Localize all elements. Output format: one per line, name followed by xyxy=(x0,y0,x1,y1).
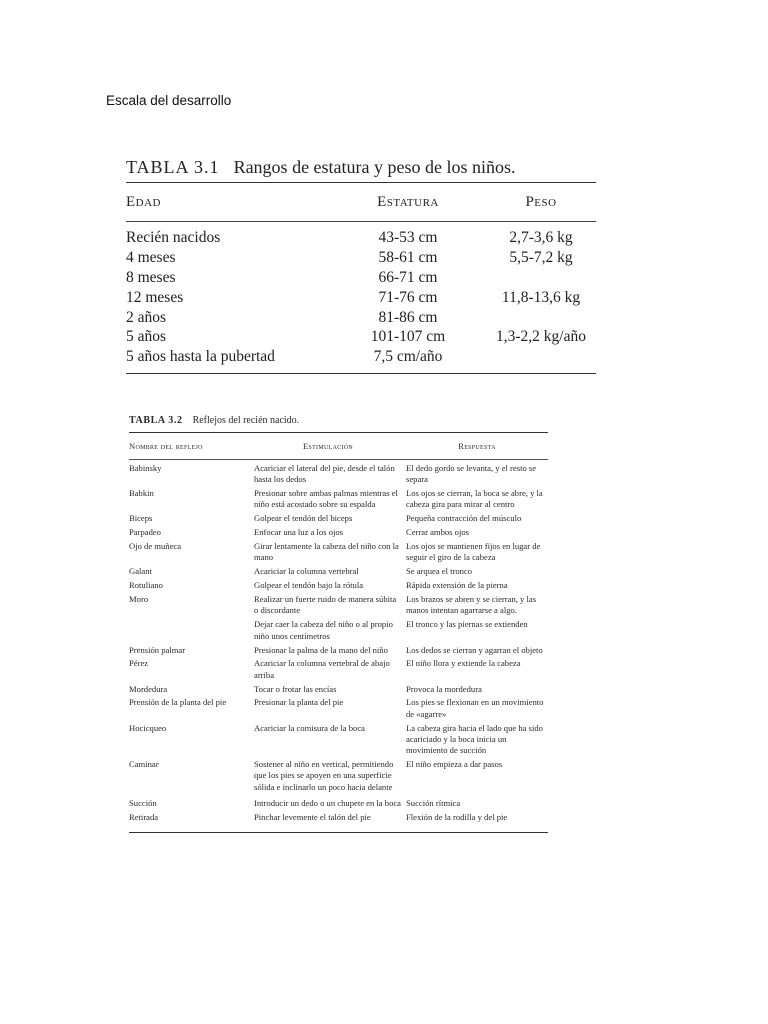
header-respuesta: Respuesta xyxy=(458,441,496,451)
cell-stimulation: Girar lentamente la cabeza del niño con la mano xyxy=(254,541,399,563)
table-row xyxy=(126,268,596,288)
cell-stimulation: Presionar la planta del pie xyxy=(254,697,344,708)
cell-stimulation: Tocar o frotar las encías xyxy=(254,683,337,694)
cell-stimulation: Acariciar la comisura de la boca xyxy=(254,722,365,733)
table-row xyxy=(129,488,548,511)
table-row xyxy=(126,308,596,328)
cell-peso xyxy=(486,308,596,328)
cell-peso xyxy=(486,268,596,288)
table-bottom-rule xyxy=(129,832,548,833)
cell-reflex-name: Galant xyxy=(129,566,152,577)
table-body xyxy=(126,222,596,373)
cell-edad: 12 meses xyxy=(126,288,184,306)
cell-stimulation: Acariciar el lateral del pie, desde el talón hasta los dedos xyxy=(254,463,395,485)
table-body xyxy=(129,460,548,832)
cell-edad: Recién nacidos xyxy=(126,229,221,246)
cell-peso: 2,7-3,6 kg xyxy=(509,229,573,246)
header-estatura: Estatura xyxy=(377,193,439,210)
cell-response: Rápida extensión de la pierna xyxy=(406,580,508,591)
cell-edad: 2 años xyxy=(126,308,167,326)
table-caption xyxy=(126,154,596,180)
table-header-row xyxy=(126,183,596,221)
cell-response: El niño llora y extiende la cabeza xyxy=(406,658,521,669)
table-title: Rangos de estatura y peso de los niños. xyxy=(233,157,516,177)
cell-stimulation: Acariciar la columna vertebral de abajo arriba xyxy=(254,658,390,680)
table-number: TABLA 3.1 xyxy=(126,157,220,177)
cell-reflex-name: Babkin xyxy=(129,488,154,499)
cell-reflex-name: Succión xyxy=(129,798,157,809)
cell-edad: 8 meses xyxy=(126,268,176,286)
cell-response: Flexión de la rodilla y del pie xyxy=(406,811,508,822)
table-row xyxy=(126,228,596,248)
table-title: Reflejos del recién nacido. xyxy=(192,415,300,426)
cell-edad: 5 años hasta la pubertad xyxy=(126,348,275,366)
cell-stimulation: Sostener al niño en vertical, permitiendo que los pies se apoyen en una superficie sólida e inclinarlo un poco hacia delante xyxy=(254,759,394,792)
table-row xyxy=(126,347,596,367)
table-row xyxy=(129,645,548,656)
cell-peso: 11,8-13,6 kg xyxy=(501,288,581,306)
height-weight-table xyxy=(126,154,596,374)
cell-reflex-name: Ojo de muñeca xyxy=(129,541,182,552)
cell-reflex-name: Parpadeo xyxy=(129,527,161,538)
cell-estatura: 66-71 cm xyxy=(378,268,438,286)
cell-reflex-name: Biceps xyxy=(129,513,153,524)
table-row xyxy=(129,541,548,564)
header-edad: Edad xyxy=(126,193,161,210)
table-row xyxy=(129,527,548,538)
header-peso: Peso xyxy=(525,193,557,210)
cell-reflex-name: Rotuliano xyxy=(129,580,163,591)
table-caption xyxy=(129,414,548,428)
cell-reflex-name: Babinsky xyxy=(129,463,162,473)
cell-response: Los ojos se cierran, la boca se abre, y la cabeza gira para mirar al centro xyxy=(406,488,543,510)
cell-response: Los brazos se abren y se cierran, y las manos intentan agarrarse a algo. xyxy=(406,594,537,616)
cell-stimulation: Golpear el tendón bajo la rótula xyxy=(254,580,364,591)
cell-peso: 1,3-2,2 kg/año xyxy=(496,328,586,346)
table-row xyxy=(129,463,548,486)
cell-response: La cabeza gira hacia el lado que ha sido acariciado y la boca inicia un movimiento de succión xyxy=(406,722,543,756)
cell-response: Succión rítmica xyxy=(406,798,461,809)
cell-estatura: 81-86 cm xyxy=(378,308,438,326)
cell-reflex-name: Moro xyxy=(129,594,149,605)
table-row xyxy=(129,580,548,591)
cell-response: El dedo gordo se levanta, y el resto se separa xyxy=(406,463,537,485)
cell-stimulation: Acariciar la columna vertebral xyxy=(254,566,359,577)
table-bottom-rule xyxy=(126,373,596,374)
cell-reflex-name: Caminar xyxy=(129,759,159,770)
cell-reflex-name: Hocicqueo xyxy=(129,722,167,733)
cell-response: Cerrar ambos ojos xyxy=(406,527,470,538)
table-row xyxy=(129,798,548,809)
cell-response: Provoca la mordedura xyxy=(406,683,482,694)
cell-response: El tronco y las piernas se extienden xyxy=(406,619,528,630)
reflexes-table xyxy=(129,414,548,833)
cell-estatura: 71-76 cm xyxy=(378,288,438,306)
table-header-row xyxy=(129,433,548,459)
cell-stimulation: Realizar un fuerte ruido de manera súbita o discordante xyxy=(254,594,397,616)
cell-peso: 5,5-7,2 kg xyxy=(509,248,573,266)
cell-reflex-name: Prensión palmar xyxy=(129,644,186,655)
table-row xyxy=(129,759,548,793)
table-row xyxy=(126,248,596,268)
header-nombre-reflejo: Nombre del reflejo xyxy=(129,441,203,451)
cell-stimulation: Presionar la palma de la mano del niño xyxy=(254,644,388,655)
cell-stimulation: Golpear el tendón del biceps xyxy=(254,513,353,524)
table-row xyxy=(129,658,548,681)
cell-reflex-name: Pérez xyxy=(129,658,149,669)
cell-response: Los ojos se mantienen fijos en lugar de seguir el giro de la cabeza xyxy=(406,541,541,563)
cell-response: Los dedos se cierran y agarran el objeto xyxy=(406,644,543,655)
cell-estatura: 58-61 cm xyxy=(378,248,438,266)
cell-edad: 5 años xyxy=(126,328,167,346)
cell-stimulation: Introducir un dedo o un chupete en la boca xyxy=(254,798,401,809)
table-row xyxy=(126,327,596,347)
table-row xyxy=(129,697,548,720)
table-row xyxy=(129,812,548,823)
cell-stimulation: Pinchar levemente el talón del pie xyxy=(254,811,371,822)
cell-response: Se arquea el tronco xyxy=(406,566,473,577)
cell-stimulation: Enfocar una luz a los ojos xyxy=(254,527,344,538)
cell-estatura: 101-107 cm xyxy=(370,328,446,346)
cell-response: Los pies se flexionan en un movimiento de «agarre» xyxy=(406,697,544,719)
table-row xyxy=(129,594,548,617)
table-row xyxy=(126,288,596,308)
cell-peso xyxy=(486,347,596,367)
cell-response: Pequeña contracción del músculo xyxy=(406,513,522,524)
cell-edad: 4 meses xyxy=(126,248,176,266)
cell-stimulation: Presionar sobre ambas palmas mientras el niño está acostado sobre su espalda xyxy=(254,488,398,510)
table-row xyxy=(129,723,548,757)
cell-reflex-name xyxy=(129,619,254,642)
header-estimulacion: Estimulación xyxy=(302,441,354,451)
cell-reflex-name: Mordedura xyxy=(129,683,168,694)
cell-reflex-name: Prensión de la planta del pie xyxy=(129,697,227,708)
table-row xyxy=(129,566,548,577)
cell-response: El niño empieza a dar pasos xyxy=(406,759,503,770)
table-row xyxy=(129,619,548,642)
document-title: Escala del desarrollo xyxy=(106,93,232,108)
table-number: TABLA 3.2 xyxy=(129,415,183,426)
table-row xyxy=(129,513,548,524)
cell-stimulation: Dejar caer la cabeza del niño o al propio niño unos centímetros xyxy=(254,619,393,641)
cell-estatura: 43-53 cm xyxy=(378,229,438,246)
table-row xyxy=(129,684,548,695)
cell-estatura: 7,5 cm/año xyxy=(373,348,443,366)
cell-reflex-name: Retirada xyxy=(129,811,159,822)
